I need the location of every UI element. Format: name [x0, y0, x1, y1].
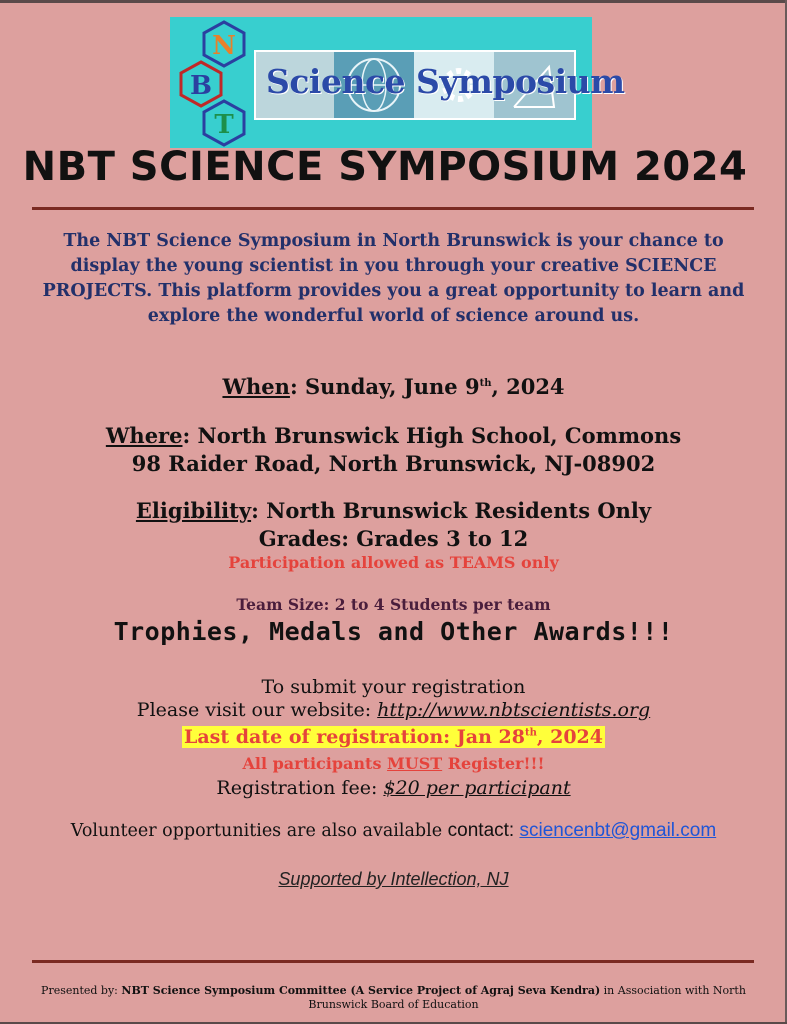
grades: Grades: Grades 3 to 12 [258, 526, 529, 551]
contact-label: contact: [447, 820, 520, 841]
website-link[interactable]: http://www.nbtscientists.org [377, 699, 651, 721]
footer-association: in Association with North Brunswick Board of Education [308, 984, 746, 1011]
awards-heading: Trophies, Medals and Other Awards!!! [113, 617, 674, 646]
eligibility-value: : North Brunswick Residents Only [251, 498, 652, 523]
event-location [0, 423, 787, 448]
event-address: 98 Raider Road, North Brunswick, NJ-08902 [131, 451, 656, 476]
page-title: NBT SCIENCE SYMPOSIUM 2024 [22, 144, 748, 190]
logo-letter-b: B [190, 71, 212, 101]
must-prefix: All participants [242, 754, 388, 773]
must-register-note [0, 754, 787, 773]
deadline-suffix: th [524, 727, 537, 739]
must-word: MUST [387, 754, 443, 773]
nbt-hexagon-logo [170, 17, 260, 148]
eligibility-label: Eligibility [135, 498, 252, 523]
banner-strip [254, 50, 625, 120]
logo-letter-n: N [212, 31, 236, 61]
website-prefix: Please visit our website: [136, 699, 378, 721]
deadline-year: , 2024 [536, 726, 603, 748]
banner-title: Science Symposium [266, 62, 625, 101]
team-size: Team Size: 2 to 4 Students per team [236, 595, 551, 614]
when-value: : Sunday, June 9 [289, 374, 480, 399]
must-suffix: Register!!! [442, 754, 545, 773]
where-label: Where [105, 423, 183, 448]
volunteer-text: Volunteer opportunities are also available [70, 821, 448, 841]
supported-by: Supported by Intellection, NJ [278, 869, 509, 889]
intro-paragraph: The NBT Science Symposium in North Brunswick is your chance to display the young scientist in you through your creative SCIENCE PROJECTS. This platform provides you a great opportunity to learn and explore the wonderful world of science around us. [42, 231, 745, 326]
when-suffix: th [479, 378, 492, 389]
contact-email-link[interactable]: sciencenbt@gmail.com [519, 820, 717, 841]
registration-website [0, 699, 787, 721]
where-venue: : North Brunswick High School, Commons [182, 423, 682, 448]
fee-amount: $20 per participant [383, 777, 571, 799]
registration-intro: To submit your registration [261, 676, 526, 698]
event-date [0, 374, 787, 399]
eligibility [0, 498, 787, 523]
registration-deadline [0, 726, 787, 748]
when-label: When [222, 374, 290, 399]
deadline-text: Last date of registration: Jan 28 [184, 726, 525, 748]
registration-fee [0, 777, 787, 799]
teams-note: Participation allowed as TEAMS only [228, 553, 559, 572]
when-year: , 2024 [491, 374, 565, 399]
logo-letter-t: T [214, 110, 234, 140]
footer-committee: NBT Science Symposium Committee (A Service Project of Agraj Seva Kendra) [121, 984, 601, 997]
footer-presented-label: Presented by: [41, 984, 122, 997]
fee-label: Registration fee: [216, 777, 384, 799]
divider-bottom [32, 960, 754, 963]
logo-banner [170, 17, 625, 148]
footer-presented-by [40, 984, 747, 1012]
divider-top [32, 207, 754, 210]
deadline-highlight [182, 726, 605, 748]
page-top-border [0, 0, 787, 3]
volunteer-info [0, 820, 787, 842]
